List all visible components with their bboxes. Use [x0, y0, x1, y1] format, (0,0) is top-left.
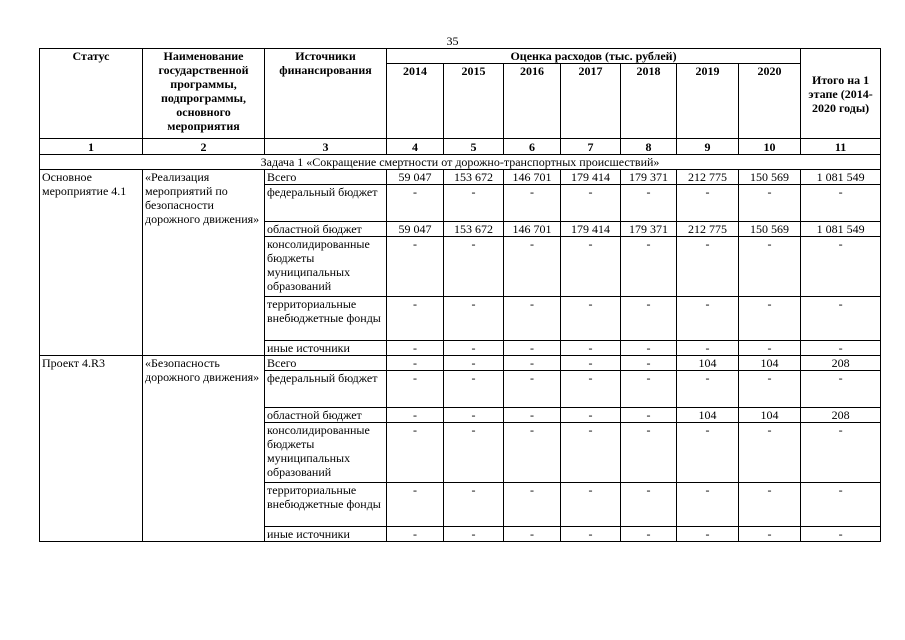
- column-number: 9: [677, 139, 739, 155]
- year-value: -: [387, 408, 444, 423]
- year-value: -: [387, 527, 444, 542]
- year-value: -: [504, 423, 561, 483]
- year-value: -: [621, 297, 677, 341]
- year-value: 179 371: [621, 170, 677, 185]
- year-value: -: [504, 483, 561, 527]
- year-value: 59 047: [387, 222, 444, 237]
- header-year: 2017: [561, 64, 621, 139]
- year-value: 150 569: [739, 170, 801, 185]
- year-value: 104: [677, 356, 739, 371]
- year-value: -: [444, 356, 504, 371]
- group-status: Основное мероприятие 4.1: [40, 170, 143, 356]
- task-title: Задача 1 «Сокращение смертности от дорожно-транспортных происшествий»: [40, 155, 881, 170]
- funding-source: консолидированные бюджеты муниципальных образований: [265, 423, 387, 483]
- year-value: -: [561, 527, 621, 542]
- year-value: -: [444, 237, 504, 297]
- column-number: 8: [621, 139, 677, 155]
- year-value: -: [504, 371, 561, 408]
- column-number: 10: [739, 139, 801, 155]
- year-value: -: [621, 371, 677, 408]
- year-value: -: [561, 341, 621, 356]
- year-value: -: [739, 527, 801, 542]
- header-year: 2018: [621, 64, 677, 139]
- year-value: -: [621, 356, 677, 371]
- column-number: 6: [504, 139, 561, 155]
- total-value: -: [801, 527, 881, 542]
- funding-source: областной бюджет: [265, 222, 387, 237]
- year-value: -: [444, 408, 504, 423]
- year-value: -: [677, 185, 739, 222]
- year-value: -: [739, 297, 801, 341]
- year-value: -: [677, 483, 739, 527]
- year-value: 146 701: [504, 170, 561, 185]
- year-value: -: [444, 527, 504, 542]
- year-value: -: [677, 423, 739, 483]
- year-value: 179 414: [561, 170, 621, 185]
- year-value: 104: [739, 408, 801, 423]
- year-value: -: [561, 297, 621, 341]
- total-value: 208: [801, 408, 881, 423]
- column-number: 5: [444, 139, 504, 155]
- year-value: -: [621, 185, 677, 222]
- header-year: 2015: [444, 64, 504, 139]
- year-value: -: [561, 237, 621, 297]
- year-value: -: [677, 297, 739, 341]
- funding-source: федеральный бюджет: [265, 371, 387, 408]
- year-value: 104: [677, 408, 739, 423]
- year-value: -: [387, 185, 444, 222]
- year-value: 146 701: [504, 222, 561, 237]
- year-value: 59 047: [387, 170, 444, 185]
- table-row: [40, 170, 881, 185]
- total-value: -: [801, 371, 881, 408]
- year-value: -: [677, 371, 739, 408]
- funding-source: территориальные внебюджетные фонды: [265, 483, 387, 527]
- year-value: -: [621, 341, 677, 356]
- column-number: 3: [265, 139, 387, 155]
- year-value: 179 371: [621, 222, 677, 237]
- funding-source: иные источники: [265, 527, 387, 542]
- header-year: 2019: [677, 64, 739, 139]
- page-number: 35: [446, 34, 459, 48]
- total-value: -: [801, 423, 881, 483]
- year-value: -: [504, 341, 561, 356]
- total-value: -: [801, 341, 881, 356]
- year-value: -: [444, 341, 504, 356]
- header-year: 2014: [387, 64, 444, 139]
- year-value: -: [387, 297, 444, 341]
- year-value: -: [677, 341, 739, 356]
- year-value: 153 672: [444, 222, 504, 237]
- year-value: -: [739, 237, 801, 297]
- year-value: -: [504, 185, 561, 222]
- total-value: -: [801, 297, 881, 341]
- financing-table: [39, 48, 881, 542]
- funding-source: Всего: [265, 356, 387, 371]
- header-status: Статус: [40, 49, 143, 139]
- total-value: 1 081 549: [801, 222, 881, 237]
- header-total: Итого на 1 этапе (2014-2020 годы): [801, 49, 881, 139]
- year-value: -: [387, 483, 444, 527]
- funding-source: федеральный бюджет: [265, 185, 387, 222]
- year-value: -: [561, 371, 621, 408]
- header-cost-estimate: Оценка расходов (тыс. рублей): [387, 49, 801, 64]
- year-value: -: [677, 527, 739, 542]
- year-value: 212 775: [677, 170, 739, 185]
- year-value: 104: [739, 356, 801, 371]
- year-value: -: [739, 483, 801, 527]
- total-value: 208: [801, 356, 881, 371]
- year-value: -: [621, 237, 677, 297]
- column-number: 11: [801, 139, 881, 155]
- year-value: -: [561, 423, 621, 483]
- year-value: -: [561, 356, 621, 371]
- total-value: 1 081 549: [801, 170, 881, 185]
- group-status: Проект 4.R3: [40, 356, 143, 542]
- total-value: -: [801, 185, 881, 222]
- year-value: -: [444, 297, 504, 341]
- year-value: -: [739, 185, 801, 222]
- year-value: -: [621, 423, 677, 483]
- column-number: 1: [40, 139, 143, 155]
- year-value: -: [444, 483, 504, 527]
- year-value: -: [739, 423, 801, 483]
- year-value: -: [561, 408, 621, 423]
- group-name: «Реализация мероприятий по безопасности дорожного движения»: [143, 170, 265, 356]
- year-value: -: [504, 527, 561, 542]
- year-value: -: [561, 185, 621, 222]
- year-value: -: [621, 527, 677, 542]
- header-year: 2016: [504, 64, 561, 139]
- header-year: 2020: [739, 64, 801, 139]
- group-name: «Безопасность дорожного движения»: [143, 356, 265, 542]
- year-value: -: [561, 483, 621, 527]
- column-number: 4: [387, 139, 444, 155]
- year-value: -: [387, 356, 444, 371]
- year-value: -: [621, 408, 677, 423]
- funding-source: территориальные внебюджетные фонды: [265, 297, 387, 341]
- funding-source: иные источники: [265, 341, 387, 356]
- total-value: -: [801, 237, 881, 297]
- year-value: -: [504, 356, 561, 371]
- funding-source: Всего: [265, 170, 387, 185]
- year-value: -: [504, 297, 561, 341]
- year-value: -: [504, 237, 561, 297]
- funding-source: областной бюджет: [265, 408, 387, 423]
- year-value: -: [621, 483, 677, 527]
- year-value: -: [387, 237, 444, 297]
- column-number: 7: [561, 139, 621, 155]
- column-number: 2: [143, 139, 265, 155]
- year-value: 153 672: [444, 170, 504, 185]
- year-value: 212 775: [677, 222, 739, 237]
- table-row: [40, 356, 881, 371]
- funding-source: консолидированные бюджеты муниципальных образований: [265, 237, 387, 297]
- year-value: -: [739, 371, 801, 408]
- year-value: -: [444, 185, 504, 222]
- year-value: -: [677, 237, 739, 297]
- header-program-name: Наименование государственной программы, подпрограммы, основного мероприятия: [143, 49, 265, 139]
- header-sources: Источники финансирования: [265, 49, 387, 139]
- year-value: 150 569: [739, 222, 801, 237]
- year-value: -: [444, 371, 504, 408]
- year-value: -: [387, 341, 444, 356]
- year-value: -: [387, 423, 444, 483]
- year-value: -: [739, 341, 801, 356]
- total-value: -: [801, 483, 881, 527]
- year-value: -: [504, 408, 561, 423]
- year-value: -: [387, 371, 444, 408]
- year-value: -: [444, 423, 504, 483]
- year-value: 179 414: [561, 222, 621, 237]
